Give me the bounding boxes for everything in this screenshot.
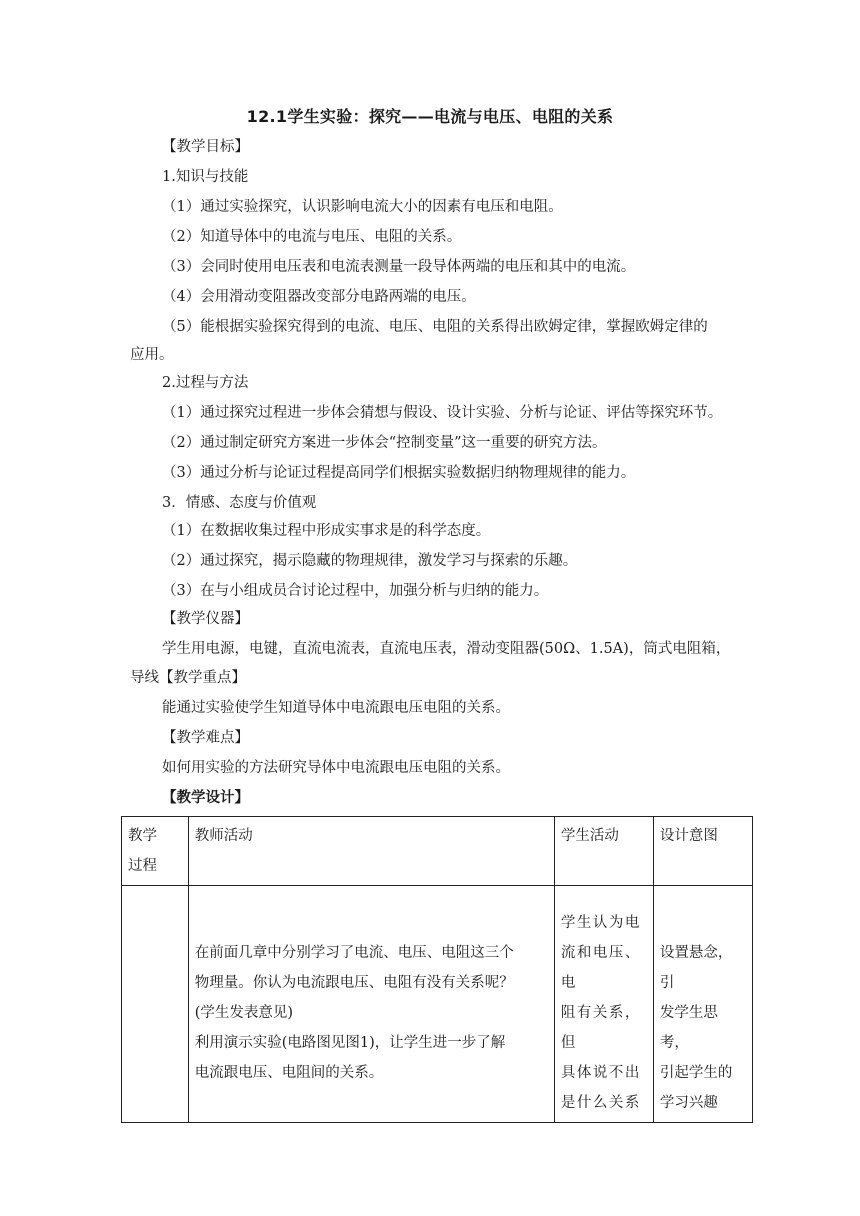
teacher-line: 电流跟电压、电阻间的关系。	[194, 1065, 384, 1081]
knowledge-item-continued: 应用。	[130, 347, 174, 363]
intent-line: 发学生思考，	[659, 1005, 718, 1051]
table-header-cell: 设计意图	[653, 817, 752, 886]
table-header-cell	[122, 817, 189, 886]
process-item: （1）通过探究过程进一步体会猜想与假设、设计实验、分析与论证、评估等探究环节。	[162, 405, 723, 421]
table-cell-teacher	[188, 886, 554, 1123]
header-line: 教学	[128, 828, 157, 844]
objectives-heading: 【教学目标】	[162, 139, 249, 155]
intent-line: 设置悬念，引	[659, 945, 733, 991]
teacher-line: (学生发表意见)	[194, 1005, 294, 1021]
instruments-text: 学生用电源，电键，直流电流表，直流电压表，滑动变阻器(50Ω、1.5A)，筒式电阻箱，	[162, 641, 731, 657]
emotion-item: （1）在数据收集过程中形成实事求是的科学态度。	[162, 523, 491, 539]
process-item: （3）通过分析与论证过程提高同学们根据实验数据归纳物理规律的能力。	[162, 465, 636, 481]
instruments-heading: 【教学仪器】	[162, 611, 249, 627]
knowledge-heading: 1.知识与技能	[162, 169, 249, 185]
emotion-heading: 3．情感、态度与价值观	[162, 495, 317, 511]
table-cell-student	[554, 886, 653, 1123]
knowledge-item: （4）会用滑动变阻器改变部分电路两端的电压。	[162, 289, 476, 305]
knowledge-item: （5）能根据实验探究得到的电流、电压、电阻的关系得出欧姆定律，掌握欧姆定律的	[162, 319, 708, 335]
student-line: 流和电压、电	[560, 945, 641, 991]
instruments-text-continued: 导线【教学重点】	[130, 670, 246, 686]
student-line: 学生认为电	[560, 915, 641, 931]
teaching-design-table	[121, 816, 753, 1123]
table-row	[122, 886, 753, 1123]
table-cell-intent	[653, 886, 752, 1123]
process-item: （2）通过制定研究方案进一步体会“控制变量”这一重要的研究方法。	[162, 435, 607, 451]
teacher-line: 利用演示实验(电路图见图1)，让学生进一步了解	[194, 1035, 506, 1051]
knowledge-item: （1）通过实验探究，认识影响电流大小的因素有电压和电阻。	[162, 199, 563, 215]
knowledge-item: （2）知道导体中的电流与电压、电阻的关系。	[162, 229, 462, 245]
process-heading: 2.过程与方法	[162, 375, 249, 391]
difficulty-text: 如何用实验的方法研究导体中电流跟电压电阻的关系。	[162, 760, 510, 776]
key-point-text: 能通过实验使学生知道导体中电流跟电压电阻的关系。	[162, 700, 510, 716]
table-cell-process	[122, 886, 189, 1123]
page-title: 12.1学生实验：探究——电流与电压、电阻的关系	[246, 107, 614, 126]
student-line: 是什么关系	[560, 1095, 641, 1111]
teacher-line: 在前面几章中分别学习了电流、电压、电阻这三个	[194, 945, 514, 961]
design-heading: 【教学设计】	[162, 789, 249, 806]
teacher-line: 物理量。你认为电流跟电压、电阻有没有关系呢？	[194, 975, 514, 991]
knowledge-item: （3）会同时使用电压表和电流表测量一段导体两端的电压和其中的电流。	[162, 259, 636, 275]
emotion-item: （2）通过探究，揭示隐藏的物理规律，激发学习与探索的乐趣。	[162, 553, 578, 569]
table-header-cell: 教师活动	[188, 817, 554, 886]
intent-line: 学习兴趣	[659, 1095, 718, 1111]
difficulty-heading: 【教学难点】	[162, 730, 249, 746]
header-line: 过程	[128, 858, 157, 874]
table-header-cell: 学生活动	[554, 817, 653, 886]
table-header-row	[122, 817, 753, 886]
student-line: 具体说不出	[560, 1065, 641, 1081]
emotion-item: （3）在与小组成员合讨论过程中，加强分析与归纳的能力。	[162, 583, 549, 599]
intent-line: 引起学生的	[659, 1065, 733, 1081]
student-line: 阻有关系，但	[560, 1005, 641, 1051]
